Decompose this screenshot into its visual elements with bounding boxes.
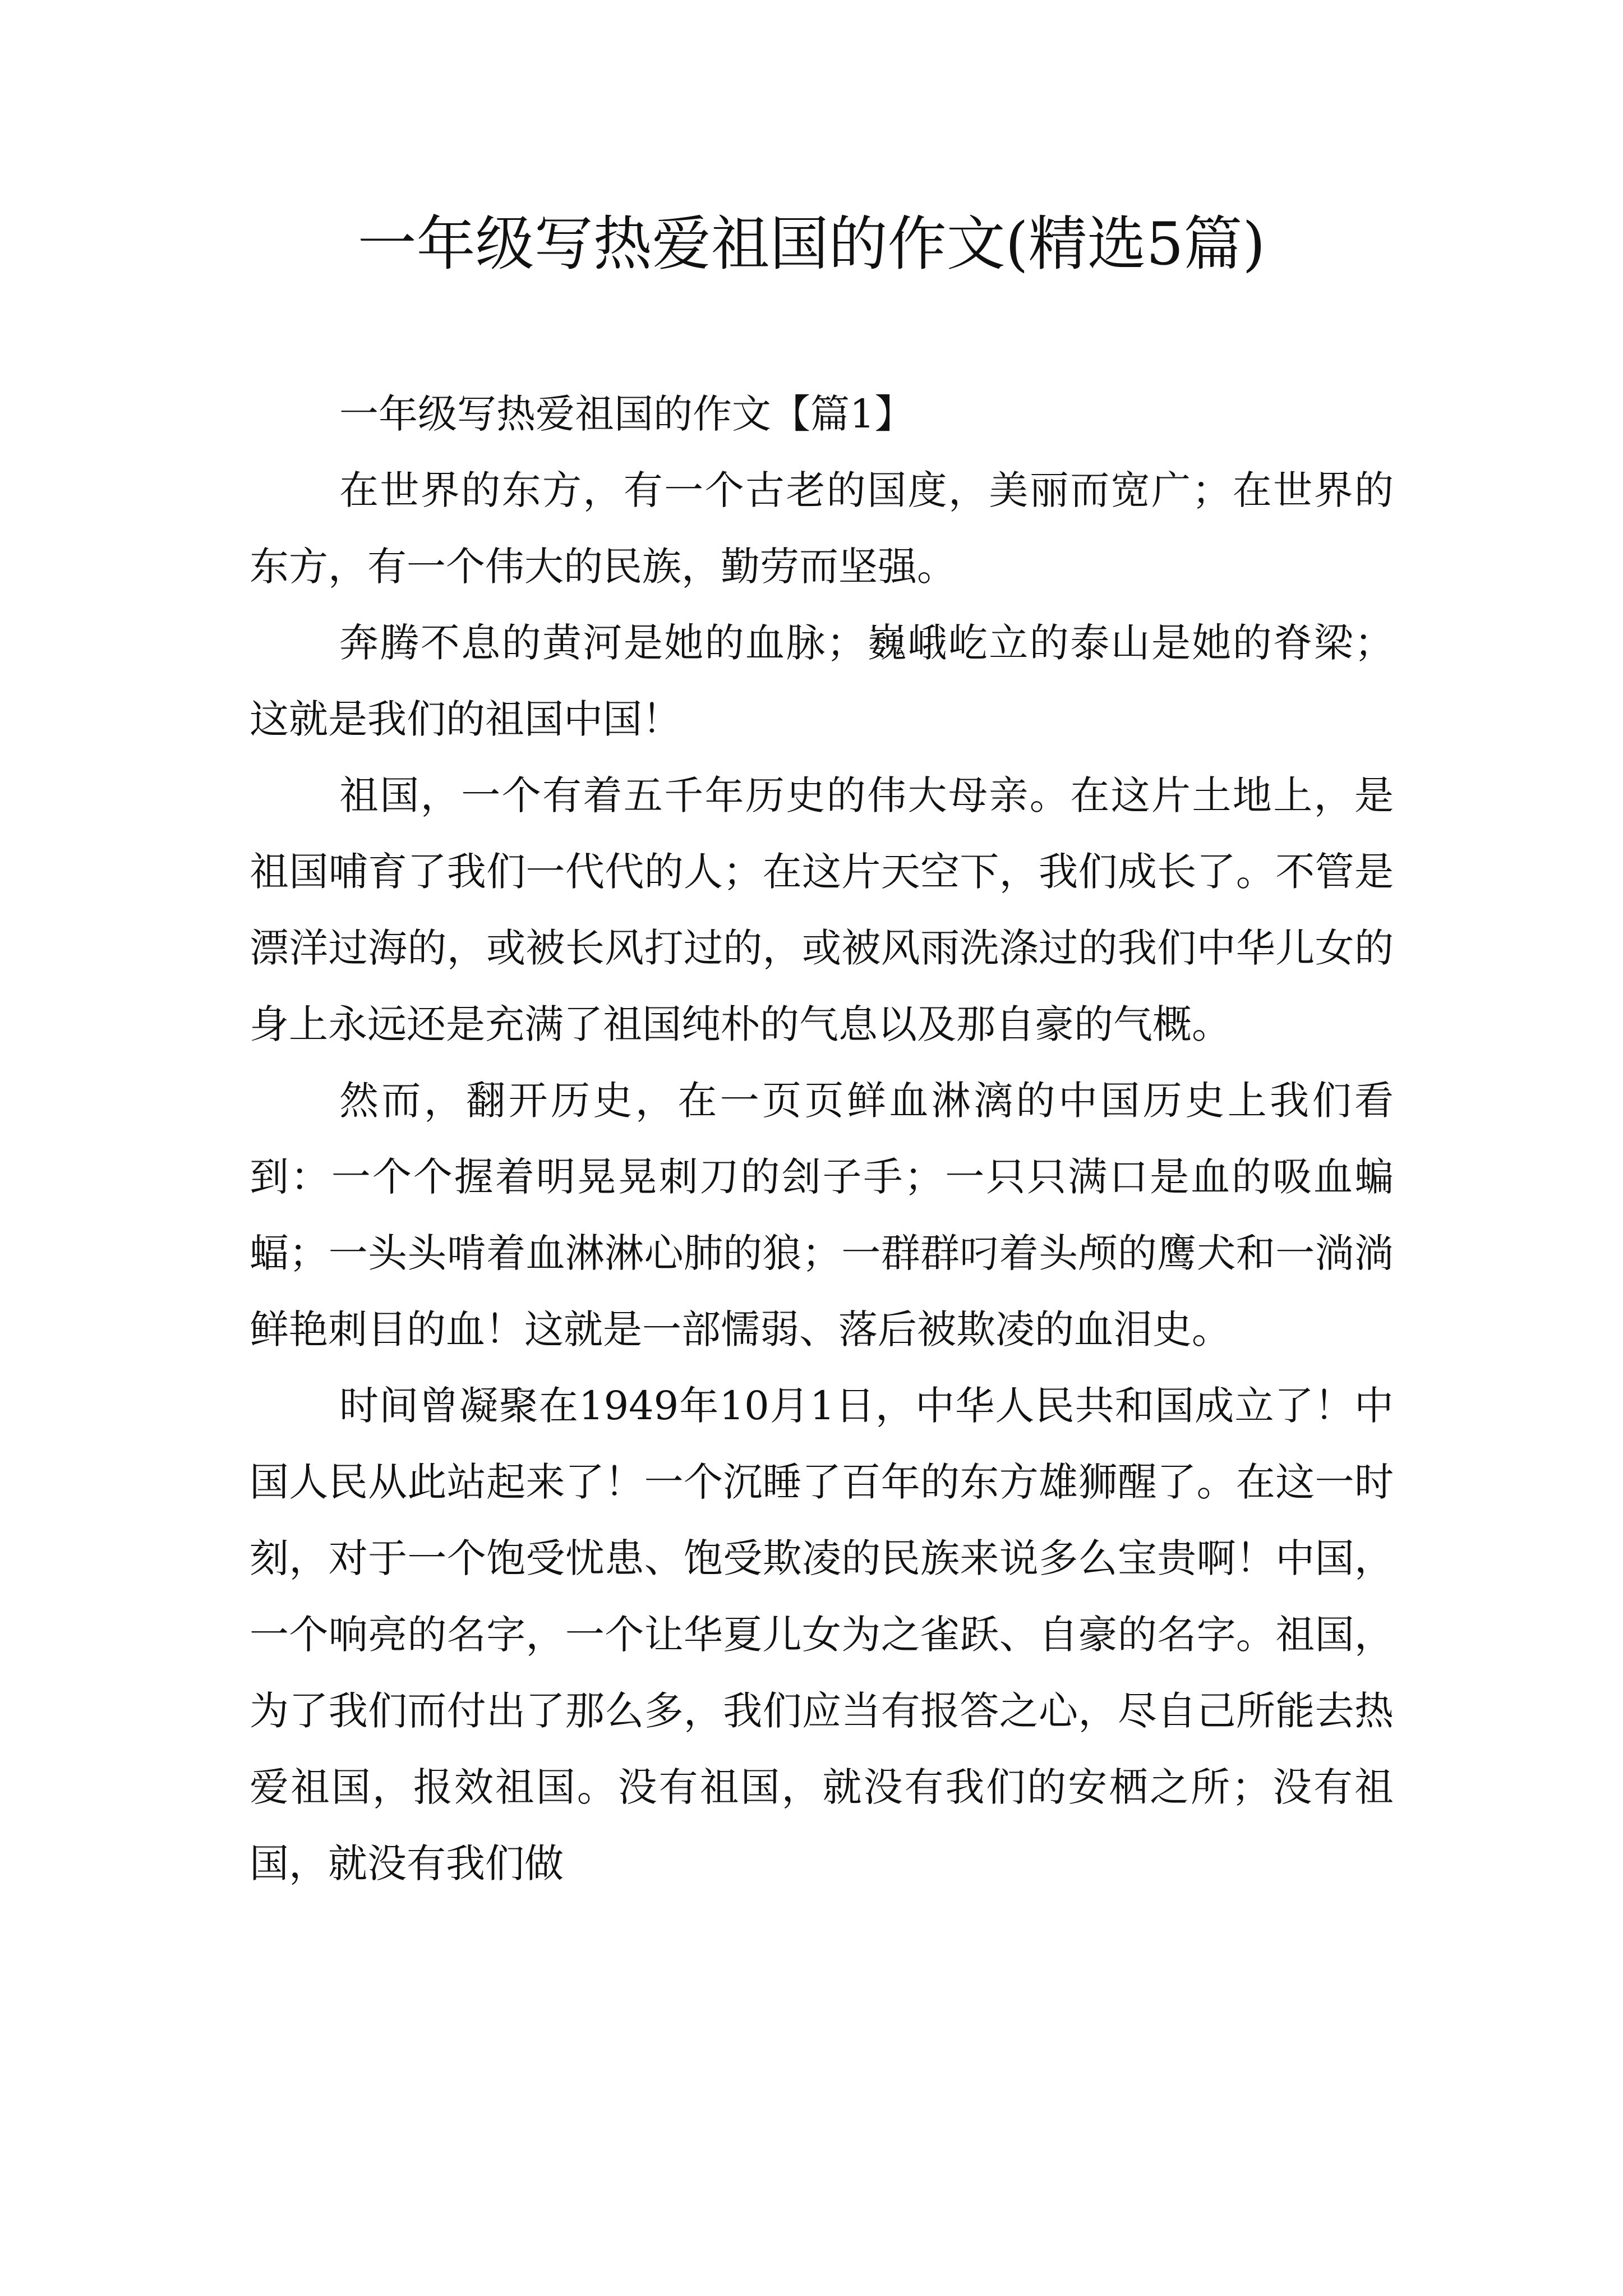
- paragraph: 祖国，一个有着五千年历史的伟大母亲。在这片土地上，是祖国哺育了我们一代代的人；在这片天空下，我们成长了。不管是漂洋过海的，或被长风打过的，或被风雨洗涤过的我们中华儿女的身上永远还是充满了祖国纯朴的气息以及那自豪的气概。: [250, 772, 1394, 1047]
- paragraph: 时间曾凝聚在1949年10月1日，中华人民共和国成立了！中国人民从此站起来了！一个沉睡了百年的东方雄狮醒了。在这一时刻，对于一个饱受忧患、饱受欺凌的民族来说多么宝贵啊！中国，一个响亮的名字，一个让华夏儿女为之雀跃、自豪的名字。祖国，为了我们而付出了那么多，我们应当有报答之心，尽自己所能去热爱祖国，报效祖国。没有祖国，就没有我们的安栖之所；没有祖国，就没有我们做: [250, 1383, 1394, 1887]
- paragraph: 在世界的东方，有一个古老的国度，美丽而宽广；在世界的东方，有一个伟大的民族，勤劳而坚强。: [250, 467, 1394, 590]
- document-title: 一年级写热爱祖国的作文(精选5篇): [357, 210, 1266, 278]
- paragraph: 然而，翻开历史，在一页页鲜血淋漓的中国历史上我们看到：一个个握着明晃晃刺刀的刽子手；一只只满口是血的吸血蝙蝠；一头头啃着血淋淋心肺的狼；一群群叼着头颅的鹰犬和一淌淌鲜艳刺目的血！这就是一部懦弱、落后被欺凌的血泪史。: [250, 1078, 1394, 1352]
- paragraph: 奔腾不息的黄河是她的血脉；巍峨屹立的泰山是她的脊梁；这就是我们的祖国中国！: [250, 620, 1394, 742]
- document-body: [250, 376, 1394, 1902]
- section-heading: 一年级写热爱祖国的作文【篇1】: [339, 391, 914, 437]
